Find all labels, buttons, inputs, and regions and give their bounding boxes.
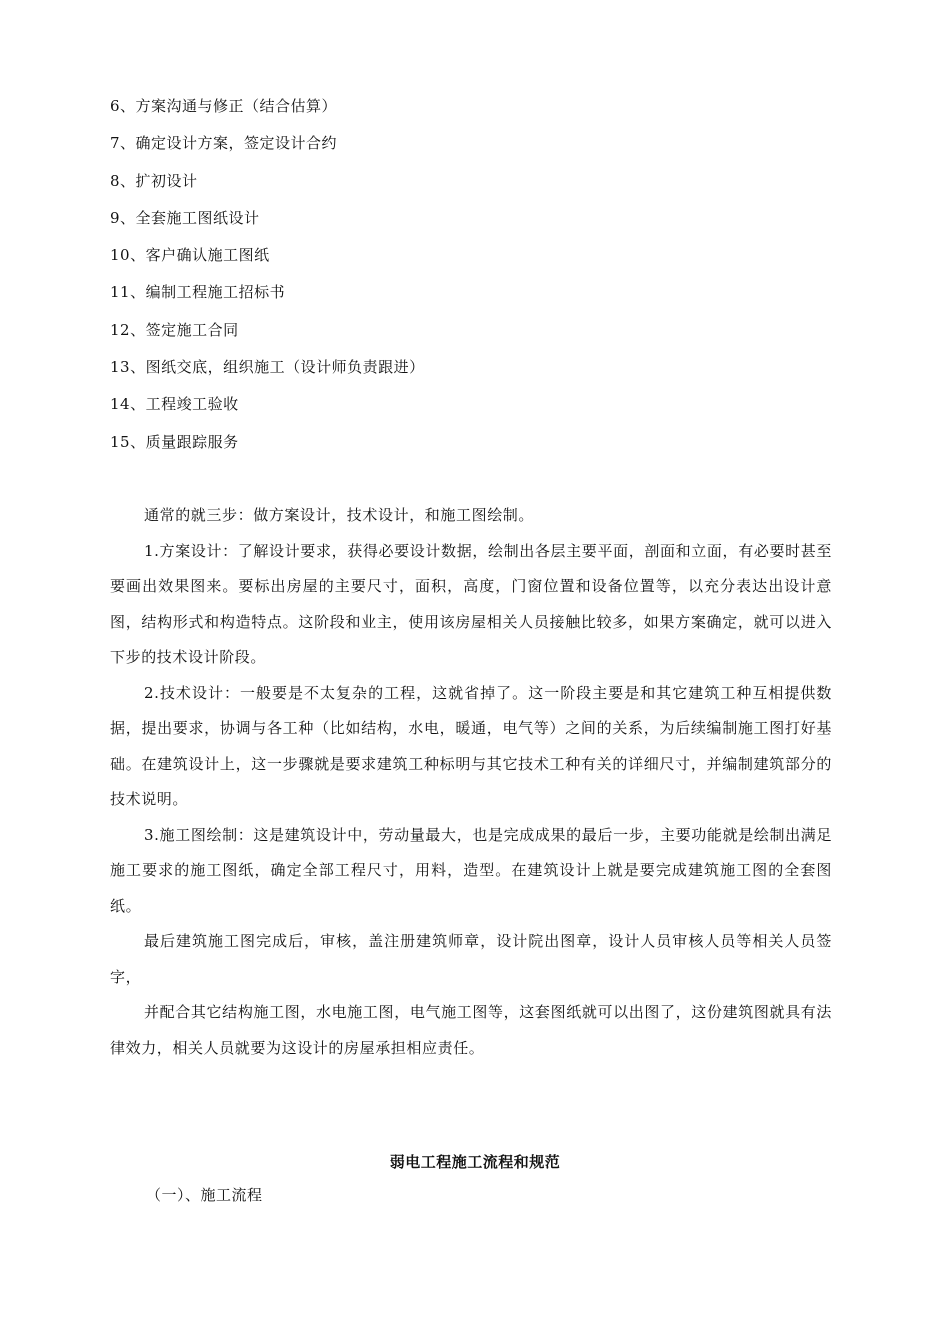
construction-drawing-paragraph: 3.施工图绘制：这是建筑设计中，劳动量最大，也是完成成果的最后一步，主要功能就是绘制出满足施工要求的施工图纸，确定全部工程尺寸，用料，造型。在建筑设计上就是要完成建筑施工图的全套图纸。 bbox=[110, 825, 832, 915]
list-item: 13、图纸交底，组织施工（设计师负责跟进） bbox=[110, 358, 425, 377]
list-item: 12、签定施工合同 bbox=[110, 320, 239, 339]
list-item: 10、客户确认施工图纸 bbox=[110, 246, 270, 265]
list-item: 6、方案沟通与修正（结合估算） bbox=[110, 97, 338, 115]
technical-design-paragraph: 2.技术设计：一般要是不太复杂的工程，这就省掉了。这一阶段主要是和其它建筑工种互相提供数据，提出要求，协调与各工种（比如结构，水电，暖通，电气等）之间的关系，为后续编制施工图打好基础。在建筑设计上，这一步骤就是要求建筑工种标明与其它技术工种有关的详细尺寸，并编制建筑部分的技术说明。 bbox=[110, 683, 832, 808]
list-item: 9、全套施工图纸设计 bbox=[110, 208, 260, 227]
review-paragraph: 最后建筑施工图完成后，审核，盖注册建筑师章，设计院出图章，设计人员审核人员等相关人员签字， bbox=[110, 932, 832, 986]
list-item: 14、工程竣工验收 bbox=[110, 395, 239, 414]
sub-heading: （一）、施工流程 bbox=[146, 1186, 263, 1204]
scheme-design-paragraph: 1.方案设计：了解设计要求，获得必要设计数据，绘制出各层主要平面，剖面和立面，有必要时甚至要画出效果图来。要标出房屋的主要尺寸，面积，高度，门窗位置和设备位置等，以充分表达出设计意图，结构形式和构造特点。这阶段和业主，使用该房屋相关人员接触比较多，如果方案确定，就可以进入下步的技术设计阶段。 bbox=[110, 541, 832, 666]
list-item: 15、质量跟踪服务 bbox=[110, 432, 239, 451]
body-text bbox=[110, 498, 832, 1066]
intro-paragraph: 通常的就三步：做方案设计，技术设计，和施工图绘制。 bbox=[144, 506, 535, 524]
list-item: 8、扩初设计 bbox=[110, 171, 198, 190]
section-title: 弱电工程施工流程和规范 bbox=[389, 1153, 561, 1171]
design-steps-list bbox=[110, 94, 425, 467]
list-item: 7、确定设计方案，签定设计合约 bbox=[110, 134, 338, 153]
list-item: 11、编制工程施工招标书 bbox=[110, 283, 286, 302]
legal-effect-paragraph: 并配合其它结构施工图，水电施工图，电气施工图等，这套图纸就可以出图了，这份建筑图就具有法律效力，相关人员就要为这设计的房屋承担相应责任。 bbox=[110, 1003, 832, 1057]
